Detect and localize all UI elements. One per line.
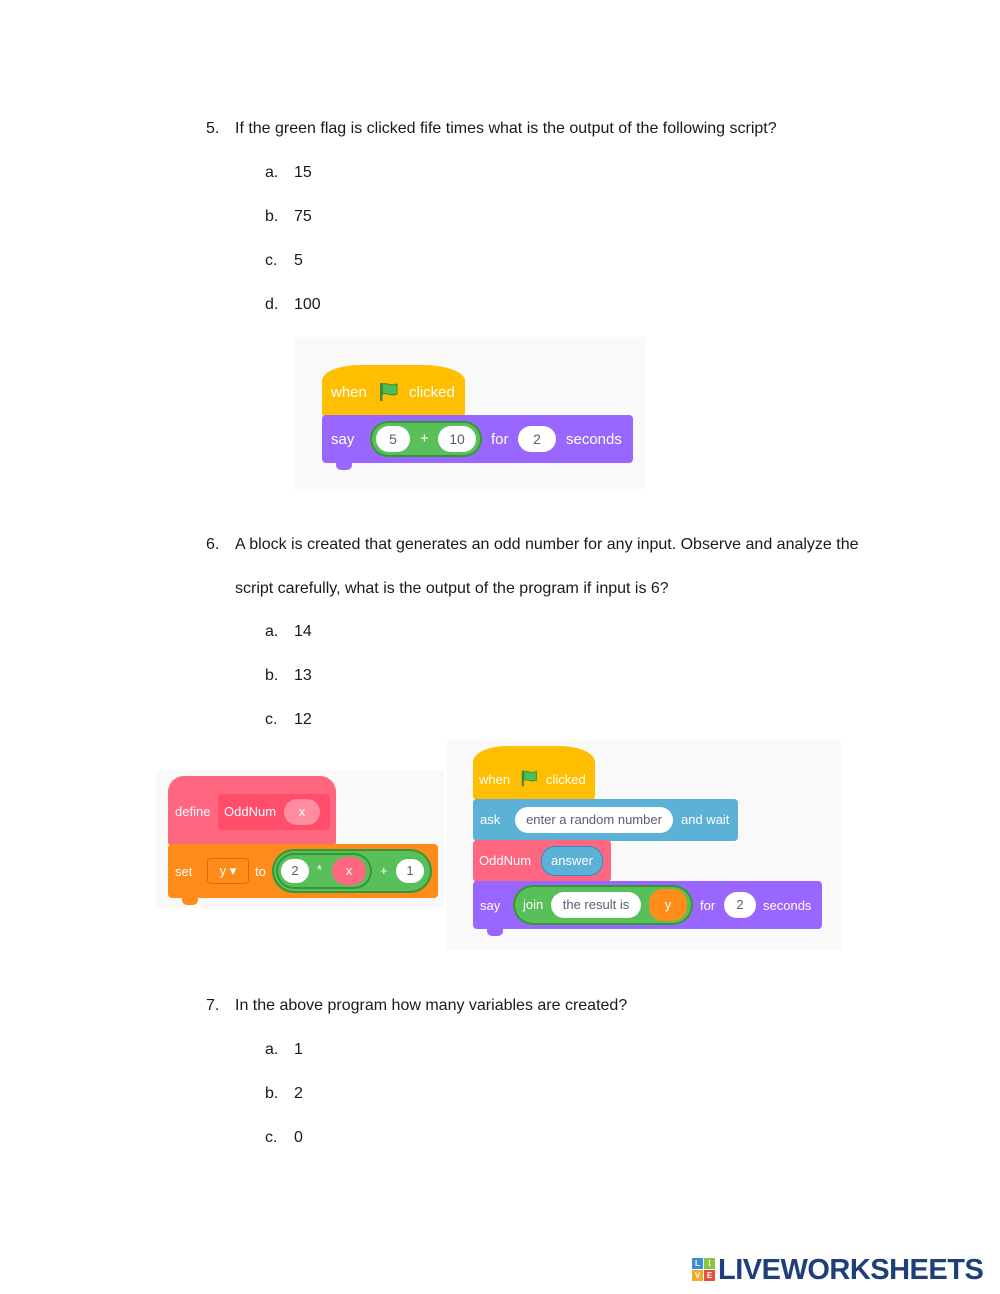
define-block — [168, 776, 336, 846]
number-input[interactable]: 10 — [438, 426, 476, 452]
option-letter: d. — [265, 296, 279, 313]
number-input[interactable]: 2 — [281, 859, 309, 883]
option-value: 2 — [294, 1085, 303, 1102]
logo-tile: I — [704, 1258, 715, 1269]
say-for-seconds-block — [322, 415, 633, 463]
logo-tiles-icon — [692, 1258, 716, 1282]
block-notch — [336, 463, 352, 470]
option-letter: a. — [265, 1041, 279, 1058]
plus-label: + — [380, 863, 388, 878]
option-value: 1 — [294, 1041, 303, 1058]
script-image-main — [447, 740, 841, 950]
seconds-input[interactable]: 2 — [724, 892, 756, 918]
plus-label: + — [420, 430, 429, 447]
param-reporter[interactable]: x — [284, 799, 320, 825]
option-letter: a. — [265, 623, 279, 640]
number-input[interactable]: 1 — [396, 859, 424, 883]
block-name-label: OddNum — [479, 853, 532, 868]
join-label: join — [523, 897, 544, 912]
question-text: In the above program how many variables are created? — [235, 997, 628, 1014]
logo-tile: L — [692, 1258, 703, 1269]
and-wait-label: and wait — [681, 812, 730, 827]
script-image-1 — [294, 337, 645, 489]
option-value: 13 — [294, 667, 312, 684]
number-input[interactable]: 5 — [376, 426, 410, 452]
green-flag-icon — [378, 381, 400, 407]
variable-reporter[interactable]: y — [649, 889, 687, 921]
block-notch — [182, 898, 198, 905]
question-number: 5. — [206, 120, 220, 137]
say-label: say — [480, 898, 501, 913]
multiply-operator-block — [276, 853, 372, 889]
ask-and-wait-block — [473, 799, 738, 841]
text-input[interactable]: the result is — [551, 892, 641, 918]
option-letter: a. — [265, 164, 279, 181]
when-flag-clicked-block — [322, 365, 465, 417]
ask-label: ask — [480, 812, 501, 827]
set-label: set — [175, 864, 193, 879]
for-label: for — [491, 431, 509, 448]
option-value: 12 — [294, 711, 312, 728]
say-for-seconds-block — [473, 881, 822, 929]
question-input[interactable]: enter a random number — [515, 807, 673, 833]
option-letter: c. — [265, 711, 278, 728]
question-text: If the green flag is clicked fife times what is the output of the following script? — [235, 120, 777, 137]
option-value: 0 — [294, 1129, 303, 1146]
param-reporter[interactable]: x — [332, 857, 366, 885]
add-operator-block — [272, 849, 432, 893]
clicked-label: clicked — [409, 384, 455, 401]
for-label: for — [700, 898, 716, 913]
question-text-line-2: script carefully, what is the output of the program if input is 6? — [235, 580, 669, 597]
option-value: 14 — [294, 623, 312, 640]
custom-block-prototype — [218, 794, 330, 830]
set-variable-block — [168, 844, 438, 898]
option-value: 15 — [294, 164, 312, 181]
block-name-label: OddNum — [224, 804, 277, 819]
define-label: define — [175, 804, 211, 819]
oddnum-call-block — [473, 840, 611, 882]
logo-tile: E — [704, 1270, 715, 1281]
option-value: 75 — [294, 208, 312, 225]
clicked-label: clicked — [546, 772, 586, 787]
join-operator-block — [513, 885, 693, 925]
question-number: 6. — [206, 536, 220, 553]
option-letter: b. — [265, 208, 279, 225]
seconds-label: seconds — [763, 898, 812, 913]
question-number: 7. — [206, 997, 220, 1014]
say-label: say — [331, 431, 355, 448]
option-value: 5 — [294, 252, 303, 269]
option-letter: b. — [265, 1085, 279, 1102]
seconds-label: seconds — [566, 431, 622, 448]
variable-dropdown[interactable]: y ▾ — [207, 858, 249, 884]
multiply-label: * — [317, 862, 323, 877]
add-operator-block — [370, 421, 482, 457]
when-label: when — [479, 772, 511, 787]
seconds-input[interactable]: 2 — [518, 426, 556, 452]
green-flag-icon — [520, 769, 539, 792]
when-flag-clicked-block — [473, 746, 595, 800]
option-value: 100 — [294, 296, 321, 313]
block-notch — [487, 929, 503, 936]
option-letter: c. — [265, 1129, 278, 1146]
logo-tile: V — [692, 1270, 703, 1281]
logo-text: LIVEWORKSHEETS — [718, 1254, 984, 1286]
when-label: when — [331, 384, 367, 401]
script-image-define — [156, 770, 444, 908]
to-label: to — [255, 864, 266, 879]
question-text-line-1: A block is created that generates an odd number for any input. Observe and analyze the — [235, 536, 859, 553]
answer-reporter[interactable]: answer — [541, 846, 603, 876]
option-letter: b. — [265, 667, 279, 684]
option-letter: c. — [265, 252, 278, 269]
